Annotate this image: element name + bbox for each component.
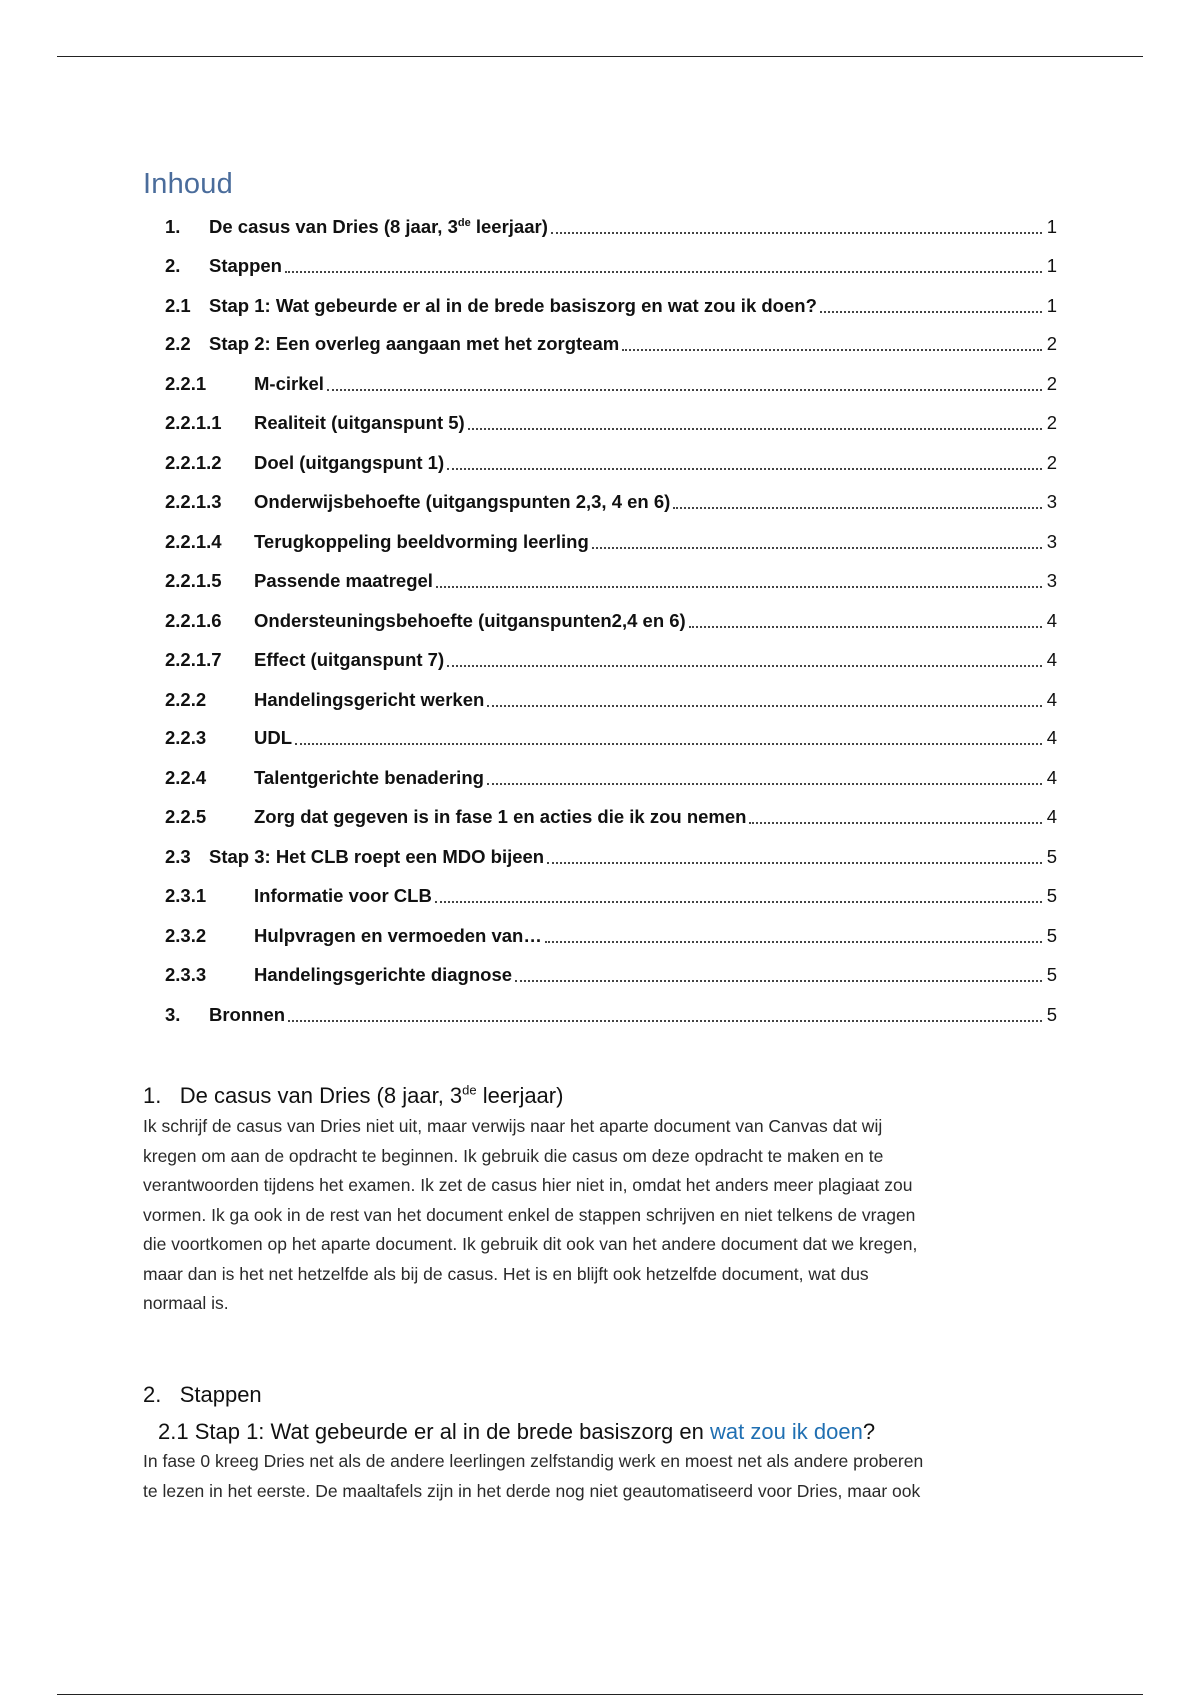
toc-entry-page: 5 [1046, 964, 1057, 985]
toc-entry-number: 2.2.1.2 [165, 452, 222, 473]
toc-entry[interactable] [165, 641, 1057, 671]
toc-entry[interactable] [165, 287, 1057, 317]
toc-entry-page: 5 [1046, 925, 1057, 946]
toc-leader-dots [436, 585, 1042, 588]
toc-entry-label: Stap 2: Een overleg aangaan met het zorgteam [209, 333, 620, 354]
toc-entry-number: 2.2.4 [165, 767, 207, 788]
toc-entry[interactable] [165, 444, 1057, 474]
section-1-number: 1. [143, 1083, 162, 1108]
toc-entry[interactable] [165, 798, 1057, 828]
toc-entry-page: 2 [1046, 333, 1057, 354]
section-1-heading [143, 1083, 563, 1109]
section-2-title: Stappen [179, 1382, 262, 1407]
paragraph-line: In fase 0 kreeg Dries net als de andere leerlingen zelfstandig werk en moest net als andere proberen [143, 1451, 924, 1471]
toc-title: Inhoud [143, 168, 233, 200]
toc-entry-number: 2.1 [165, 295, 191, 316]
toc-leader-dots [288, 1019, 1042, 1022]
toc-entry[interactable] [165, 208, 1057, 238]
toc-entry-page: 3 [1046, 570, 1057, 591]
section-2-1-paragraph [143, 1447, 1063, 1506]
toc-leader-dots [622, 348, 1042, 351]
paragraph-line: kregen om aan de opdracht te beginnen. Ik gebruik die casus om deze opdracht te maken en te [143, 1145, 884, 1166]
toc-entry-label: Ondersteuningsbehoefte (uitganspunten2,4 en 6) [254, 610, 686, 631]
toc-entry-page: 4 [1046, 767, 1057, 788]
toc-entry-label: Hulpvragen en vermoeden van… [254, 925, 542, 946]
toc-entry-page: 4 [1046, 649, 1057, 670]
toc-entry-page: 1 [1046, 216, 1057, 237]
toc-entry-label: Stap 3: Het CLB roept een MDO bijeen [209, 846, 545, 867]
toc-leader-dots [327, 388, 1042, 391]
paragraph-line: Ik schrijf de casus van Dries niet uit, maar verwijs naar het aparte document van Canvas dat wij [143, 1116, 883, 1136]
paragraph-line: verantwoorden tijdens het examen. Ik zet de casus hier niet in, omdat het anders meer plagiaat zou [143, 1175, 913, 1195]
paragraph-line: die voortkomen op het aparte document. Ik gebruik dit ook van het andere document dat we kregen, [143, 1234, 918, 1254]
toc-entry[interactable] [165, 247, 1057, 277]
toc-entry[interactable] [165, 365, 1057, 395]
toc-leader-dots [447, 664, 1042, 667]
section-1-title: De casus van Dries (8 jaar, 3de leerjaar) [179, 1082, 564, 1108]
toc-entry[interactable] [165, 877, 1057, 907]
toc-entry[interactable] [165, 404, 1057, 434]
paragraph-line: maar dan is het net hetzelfde als bij de casus. Het is en blijft ook hetzelfde document, wat dus [143, 1263, 869, 1284]
toc-entry-number: 2.2 [165, 333, 191, 354]
section-2-number: 2. [143, 1382, 162, 1407]
toc-entry[interactable] [165, 523, 1057, 553]
toc-entry-label: Handelingsgericht werken [254, 689, 485, 710]
toc-entry-page: 4 [1046, 689, 1057, 710]
toc-entry-page: 1 [1046, 295, 1057, 316]
toc-leader-dots [295, 742, 1042, 745]
toc-leader-dots [487, 704, 1042, 707]
toc-entry-label: Stap 1: Wat gebeurde er al in de brede basiszorg en wat zou ik doen? [209, 295, 817, 316]
toc-entry-page: 4 [1046, 806, 1057, 827]
toc-entry-label: Doel (uitgangspunt 1) [254, 452, 445, 473]
paragraph-line: te lezen in het eerste. De maaltafels zijn in het derde nog niet geautomatiseerd voor Dries, maar ook [143, 1480, 921, 1501]
toc-entry-number: 2.2.5 [165, 806, 207, 827]
toc-entry[interactable] [165, 917, 1057, 947]
toc-leader-dots [547, 861, 1042, 864]
toc-entry-label: De casus van Dries (8 jaar, 3de leerjaar) [209, 216, 548, 237]
toc-leader-dots [545, 940, 1042, 943]
section-2-1-heading: 2.1 Stap 1: Wat gebeurde er al in de brede basiszorg en wat zou ik doen? [158, 1419, 876, 1444]
toc-leader-dots [435, 900, 1042, 903]
toc-entry-label: Informatie voor CLB [254, 885, 432, 906]
toc-entry-number: 2.3.2 [165, 925, 207, 946]
toc-entry-page: 5 [1046, 885, 1057, 906]
toc-entry-label: Onderwijsbehoefte (uitgangspunten 2,3, 4 en 6) [254, 491, 671, 512]
footer-rule [57, 1694, 1143, 1695]
toc-entry-label: Passende maatregel [254, 570, 433, 591]
toc-entry[interactable] [165, 838, 1057, 868]
toc-entry-number: 1. [165, 216, 181, 237]
toc-entry-number: 2.2.1 [165, 373, 207, 394]
toc-entry-label: Stappen [209, 255, 282, 276]
section-2-1-highlight: wat zou ik doen [709, 1419, 863, 1444]
toc-entry-number: 3. [165, 1004, 181, 1025]
toc-leader-dots [673, 506, 1042, 509]
toc-entry-label: Bronnen [209, 1004, 286, 1025]
toc-entry[interactable] [165, 956, 1057, 986]
toc-entry-label: Zorg dat gegeven is in fase 1 en acties die ik zou nemen [254, 806, 747, 827]
toc-entry-page: 4 [1046, 610, 1057, 631]
toc-leader-dots [487, 782, 1042, 785]
toc-entry-label: Realiteit (uitganspunt 5) [254, 412, 465, 433]
toc-entry-number: 2.2.1.1 [165, 412, 222, 433]
toc-entry[interactable] [165, 325, 1057, 355]
toc-entry-page: 2 [1046, 452, 1057, 473]
toc-leader-dots [820, 310, 1042, 313]
toc-entry-label: UDL [254, 727, 293, 748]
toc-entry-number: 2.3.1 [165, 885, 207, 906]
toc-leader-dots [749, 821, 1042, 824]
toc-entry-number: 2.2.2 [165, 689, 207, 710]
section-1-paragraph [143, 1112, 1063, 1319]
paragraph-line: vormen. Ik ga ook in de rest van het document enkel de stappen schrijven en niet telkens de vragen [143, 1204, 916, 1225]
toc-entry[interactable] [165, 562, 1057, 592]
toc-entry[interactable] [165, 719, 1057, 749]
toc-entry-number: 2.3.3 [165, 964, 207, 985]
toc-entry-label: Talentgerichte benadering [254, 767, 484, 788]
toc-entry-number: 2.2.1.5 [165, 570, 222, 591]
toc-leader-dots [468, 427, 1042, 430]
toc-entry[interactable] [165, 759, 1057, 789]
toc-entry[interactable] [165, 483, 1057, 513]
toc-entry-page: 2 [1046, 373, 1057, 394]
toc-leader-dots [689, 625, 1042, 628]
toc-entry-page: 3 [1046, 491, 1057, 512]
toc-entry-number: 2.2.1.6 [165, 610, 222, 631]
toc-entry-label: Handelingsgerichte diagnose [254, 964, 513, 985]
toc-entry[interactable] [165, 602, 1057, 632]
toc-entry[interactable] [165, 681, 1057, 711]
toc-leader-dots [592, 546, 1042, 549]
toc-entry-number: 2.3 [165, 846, 191, 867]
toc-entry-label: Terugkoppeling beeldvorming leerling [254, 531, 589, 552]
toc-entry-label: Effect (uitganspunt 7) [254, 649, 445, 670]
paragraph-line: normaal is. [143, 1293, 229, 1313]
toc-leader-dots [551, 231, 1042, 234]
toc-entry-label: M-cirkel [254, 373, 324, 394]
toc-entry[interactable] [165, 996, 1057, 1026]
toc-entry-page: 4 [1046, 727, 1057, 748]
toc-entry-page: 2 [1046, 412, 1057, 433]
toc-entry-number: 2. [165, 255, 181, 276]
toc-entry-number: 2.2.3 [165, 727, 207, 748]
toc-entry-page: 3 [1046, 531, 1057, 552]
toc-entry-number: 2.2.1.7 [165, 649, 222, 670]
toc-entry-page: 1 [1046, 255, 1057, 276]
section-2-heading [143, 1382, 262, 1408]
toc-entry-page: 5 [1046, 1004, 1057, 1025]
toc-entry-number: 2.2.1.4 [165, 531, 222, 552]
toc-entry-page: 5 [1046, 846, 1057, 867]
toc-entry-number: 2.2.1.3 [165, 491, 222, 512]
toc-leader-dots [285, 270, 1042, 273]
toc-leader-dots [447, 467, 1042, 470]
toc-leader-dots [515, 979, 1042, 982]
